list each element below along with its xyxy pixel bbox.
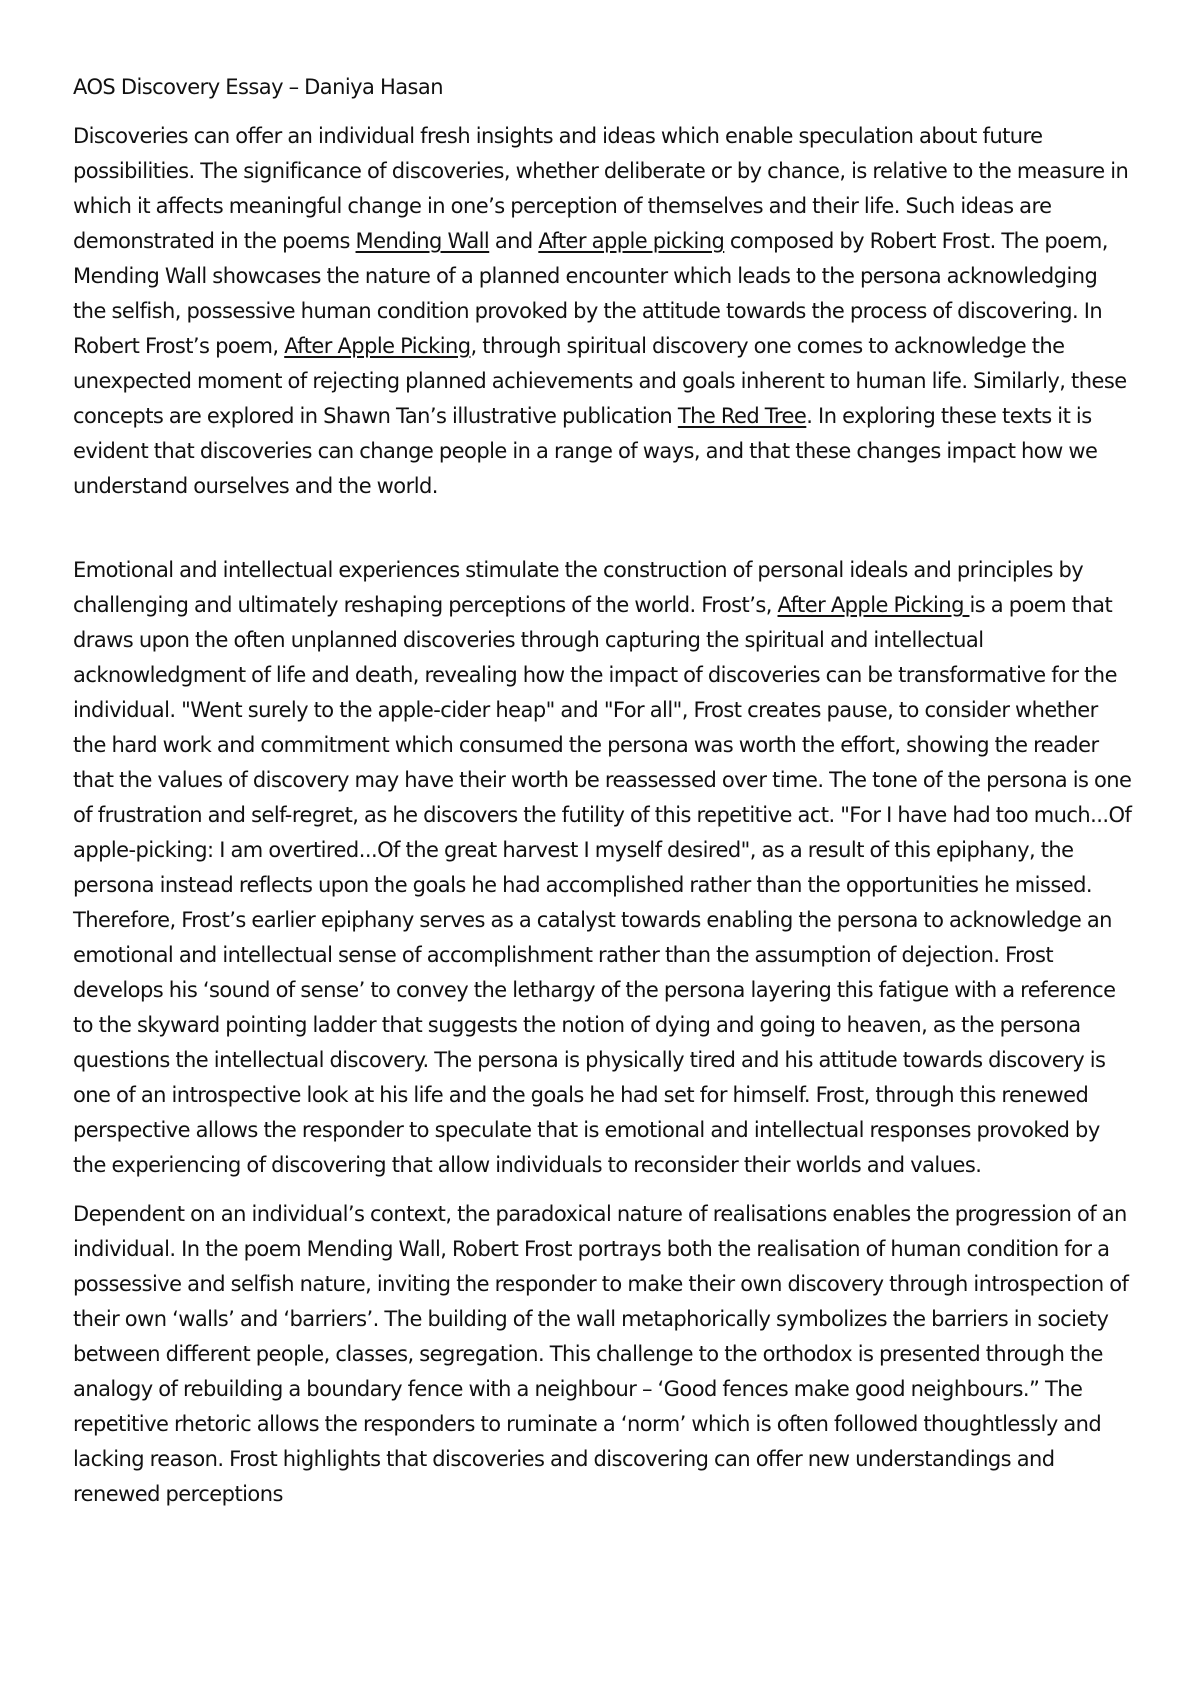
poem-title-after-apple-picking: After Apple Picking <box>284 334 471 358</box>
paragraph-introduction <box>73 119 1135 504</box>
paragraph-text: Emotional and intellectual experiences stimulate the construction of personal ideals and principles by challenging and ultimately reshaping perceptions of the world. Frost’s, <box>73 558 1084 617</box>
paragraph-text: Discoveries can offer an individual fresh insights and ideas which enable speculation about future possibilities. The significance of discoveries, whether deliberate or by chance, is relative to the measure in which it affects meaningful change in one’s perception of themselves and their life. Such ideas are demonstrated in the poems <box>73 124 1129 253</box>
paragraph-text: is a poem that draws upon the often unplanned discoveries through capturing the spiritual and intellectual acknowledgment of life and death, revealing how the impact of discoveries can be transformative for the individual. "Went surely to the apple-cider heap" and "For all", Frost creates pause, to consider whether the hard work and commitment which consumed the persona was worth the effort, showing the reader that the values of discovery may have their worth be reassessed over time. The tone of the persona is one of frustration and self-regret, as he discovers the futility of this repetitive act. "For I have had too much...Of apple-picking: I am overtired...Of the great harvest I myself desired", as a result of this epiphany, the persona instead reflects upon the goals he had accomplished rather than the opportunities he missed. Therefore, Frost’s earlier epiphany serves as a catalyst towards enabling the persona to acknowledge an emotional and intellectual sense of accomplishment rather than the assumption of dejection. Frost develops his ‘sound of sense’ to convey the lethargy of the persona layering this fatigue with a reference to the skyward pointing ladder that suggests the notion of dying and going to heaven, as the persona questions the intellectual discovery. The persona is physically tired and his attitude towards discovery is one of an introspective look at his life and the goals he had set for himself. Frost, through this renewed perspective allows the responder to speculate that is emotional and intellectual responses provoked by the experiencing of discovering that allow individuals to reconsider their worlds and values. <box>73 593 1132 1177</box>
paragraph-text: and <box>489 229 539 253</box>
document-page <box>73 70 1135 1526</box>
paragraph-spacer <box>73 518 1135 553</box>
poem-title-mending-wall: Mending Wall <box>355 229 490 253</box>
paragraph-text: . In exploring these texts it is evident that discoveries can change people in a range of ways, and that these changes impact how we understand ourselves and the world. <box>73 404 1098 498</box>
paragraph-body-1 <box>73 553 1135 1183</box>
paragraph-body-2: Dependent on an individual’s context, the paradoxical nature of realisations enables the progression of an individual. In the poem Mending Wall, Robert Frost portrays both the realisation of human condition for a possessive and selfish nature, inviting the responder to make their own discovery through introspection of their own ‘walls’ and ‘barriers’. The building of the wall metaphorically symbolizes the barriers in society between different people, classes, segregation. This challenge to the orthodox is presented through the analogy of rebuilding a boundary fence with a neighbour – ‘Good fences make good neighbours.” The repetitive rhetoric allows the responders to ruminate a ‘norm’ which is often followed thoughtlessly and lacking reason. Frost highlights that discoveries and discovering can offer new understandings and renewed perceptions <box>73 1202 1129 1506</box>
poem-title-after-apple-picking: After apple picking <box>538 229 725 253</box>
paragraph-text: , through spiritual discovery one comes to acknowledge the unexpected moment of rejecting planned achievements and goals inherent to human life. Similarly, these concepts are explored in Shawn Tan’s illustrative publication <box>73 334 1127 428</box>
poem-title-after-apple-picking: After Apple Picking <box>777 593 970 617</box>
document-title: AOS Discovery Essay – Daniya Hasan <box>73 75 443 99</box>
book-title-the-red-tree: The Red Tree <box>677 404 807 428</box>
paragraph-text: composed by Robert Frost. The poem, Mending Wall showcases the nature of a planned encounter which leads to the persona acknowledging the selfish, possessive human condition provoked by the attitude towards the process of discovering. In Robert Frost’s poem, <box>73 229 1108 358</box>
